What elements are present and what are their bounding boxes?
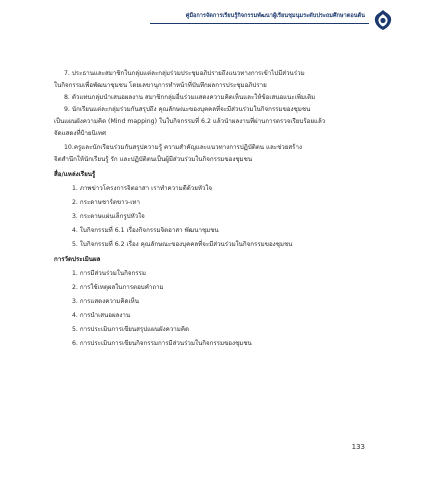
evaluation-item: 5. การประเมินการเขียนสรุปแผนผังความคิด: [72, 326, 189, 333]
header-title: คู่มือการจัดการเรียนรู้กิจกรรมพัฒนาผู้เรียนชุมนุมระดับประถมศึกษาตอนต้น: [185, 13, 365, 19]
step-9-line-2: เป็นแผนผังความคิด (Mind mapping) ในใบกิจกรรมที่ 6.2 แล้วนำผลงานที่ผ่านการตรวจเรียบร้อยแล้ว: [54, 118, 326, 125]
evaluation-item: 1. การมีส่วนร่วมในกิจกรรม: [72, 270, 146, 277]
evaluation-item: 6. การประเมินการเขียนกิจกรรมการมีส่วนร่วมในกิจกรรมของชุมชน: [72, 340, 252, 347]
media-item: 3. กระดาษแผ่นเล็กรูปหัวใจ: [72, 213, 145, 220]
media-item: 5. ใบกิจกรรมที่ 6.2 เรื่อง คุณลักษณะของบุคคลที่จะมีส่วนร่วมในกิจกรรมของชุมชน: [72, 241, 293, 248]
header-rule: [150, 23, 369, 24]
media-item: 4. ใบกิจกรรมที่ 6.1 เรื่องกิจกรรมจิตอาสา พัฒนาชุมชน: [72, 227, 219, 234]
page-header: [0, 6, 427, 32]
step-9-line-3: จัดแสดงที่ป้ายนิเทศ: [54, 130, 106, 137]
evaluation-item: 3. การแสดงความคิดเห็น: [72, 298, 139, 305]
step-9-line-1: 9. นักเรียนแต่ละกลุ่มร่วมกันสรุปถึง คุณลักษณะของบุคคลที่จะมีส่วนร่วมในกิจกรรมของชุมชน: [64, 106, 311, 113]
evaluation-item: 2. การใช้เหตุผลในการตอบคำถาม: [72, 284, 164, 291]
school-emblem-icon: [373, 9, 393, 31]
step-7-line-1: 7. ประธานและสมาชิกในกลุ่มแต่ละกลุ่มร่วมประชุมอภิปรายถึงแนวทางการเข้าไปมีส่วนร่วม: [64, 70, 305, 77]
media-heading: สื่อ/แหล่งเรียนรู้: [54, 171, 96, 178]
evaluation-heading: การวัดประเมินผล: [54, 256, 101, 263]
evaluation-item: 4. การนำเสนอผลงาน: [72, 312, 131, 319]
media-item: 2. กระดาษชาร์ตขาว-เทา: [72, 199, 140, 206]
step-10-line-1: 10.ครูและนักเรียนร่วมกันสรุปความรู้ ความสำคัญและแนวทางการปฏิบัติตน และช่วยสร้าง: [64, 144, 302, 151]
media-item: 1. ภาพข่าวโครงการจิตอาสา เราทำความดีด้วยหัวใจ: [72, 185, 213, 192]
page-number: 133: [351, 443, 365, 451]
step-10-line-2: จิตสำนึกให้นักเรียนรู้ รัก และปฏิบัติตนเป็นผู้มีส่วนร่วมในกิจกรรมของชุมชน: [54, 156, 253, 163]
step-7-line-2: ในกิจกรรมเพื่อพัฒนาชุมชน โดยเลขานุการทำหน้าที่บันทึกผลการประชุมอภิปราย: [54, 82, 267, 89]
step-8-line: 8. ตัวแทนกลุ่มนำเสนอผลงาน สมาชิกกลุ่มอื่นร่วมแสดงความคิดเห็นและให้ข้อเสนอแนะเพิ่มเติม: [64, 94, 316, 101]
